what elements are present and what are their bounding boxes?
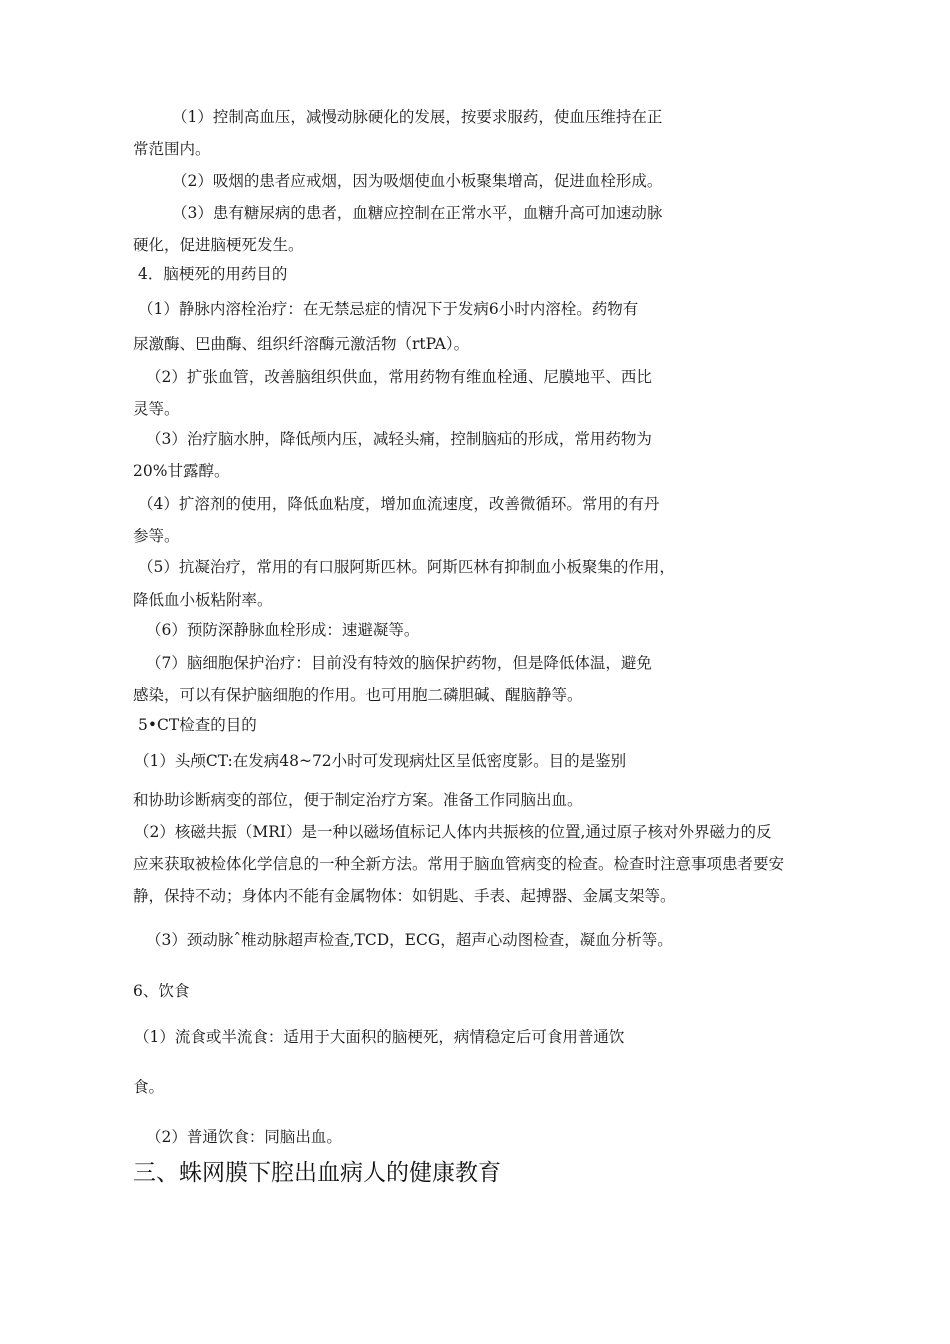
paragraph-line: 应来获取被检体化学信息的一种全新方法。常用于脑血管病变的检查。检查时注意事项患者要安 — [133, 855, 785, 873]
section-title: 三、蛛网膜下腔出血病人的健康教育 — [133, 1160, 501, 1186]
paragraph-line: 灵等。 — [133, 400, 180, 418]
paragraph-line: 常范围内。 — [133, 140, 211, 158]
paragraph-line: （1）流食或半流食：适用于大面积的脑梗死，病情稳定后可食用普通饮 — [134, 1028, 625, 1046]
paragraph-line: （6）预防深静脉血栓形成：速避凝等。 — [146, 621, 420, 639]
paragraph-line: （1）静脉内溶栓治疗：在无禁忌症的情况下于发病6小时内溶栓。药物有 — [138, 300, 639, 318]
section-heading-5: 5•CT检查的目的 — [138, 716, 257, 734]
paragraph-line: 尿激酶、巴曲酶、组织纤溶酶元激活物（rtPA）。 — [133, 335, 470, 353]
paragraph-line: （5）抗凝治疗，常用的有口服阿斯匹林。阿斯匹林有抑制血小板聚集的作用， — [138, 558, 675, 576]
paragraph-line: 硬化，促进脑梗死发生。 — [133, 236, 304, 254]
section-heading-4: 4．脑梗死的用药目的 — [138, 265, 288, 283]
paragraph-line: （2）吸烟的患者应戒烟，因为吸烟使血小板聚集增高，促进血栓形成。 — [172, 172, 663, 190]
paragraph-line: 20%甘露醇。 — [133, 462, 230, 480]
paragraph-line: 食。 — [133, 1078, 165, 1096]
paragraph-line: （3）治疗脑水肿，降低颅内压，减轻头痛，控制脑疝的形成，常用药物为 — [146, 430, 652, 448]
paragraph-line: （1）头颅CT:在发病48~72小时可发现病灶区呈低密度影。目的是鉴别 — [134, 752, 627, 770]
paragraph-line: 静，保持不动；身体内不能有金属物体：如钥匙、手表、起搏器、金属支架等。 — [133, 887, 676, 905]
paragraph-line: 参等。 — [133, 527, 180, 545]
paragraph-line: （4）扩溶剂的使用，降低血粘度，增加血流速度，改善微循环。常用的有丹 — [138, 495, 660, 513]
paragraph-line: 和协助诊断病变的部位，便于制定治疗方案。准备工作同脑出血。 — [133, 791, 583, 809]
paragraph-line: 感染，可以有保护脑细胞的作用。也可用胞二磷胆碱、醒脑静等。 — [133, 686, 583, 704]
paragraph-line: （7）脑细胞保护治疗：目前没有特效的脑保护药物，但是降低体温，避免 — [146, 654, 652, 672]
paragraph-line: （3）颈动脉ˆ椎动脉超声检查,TCD，ECG，超声心动图检查，凝血分析等。 — [146, 931, 673, 949]
paragraph-line: （2）普通饮食：同脑出血。 — [146, 1128, 342, 1146]
section-heading-6: 6、饮食 — [133, 982, 190, 1000]
paragraph-line: 降低血小板粘附率。 — [133, 591, 273, 609]
paragraph-line: （2）核磁共振（MRI）是一种以磁场值标记人体内共振核的位置,通过原子核对外界磁力的反 — [134, 823, 772, 841]
paragraph-line: （2）扩张血管，改善脑组织供血，常用药物有维血栓通、尼膜地平、西比 — [146, 368, 652, 386]
paragraph-line: （1）控制高血压，减慢动脉硬化的发展，按要求服药，使血压维持在正 — [172, 108, 663, 126]
paragraph-line: （3）患有糖尿病的患者，血糖应控制在正常水平，血糖升高可加速动脉 — [172, 204, 663, 222]
